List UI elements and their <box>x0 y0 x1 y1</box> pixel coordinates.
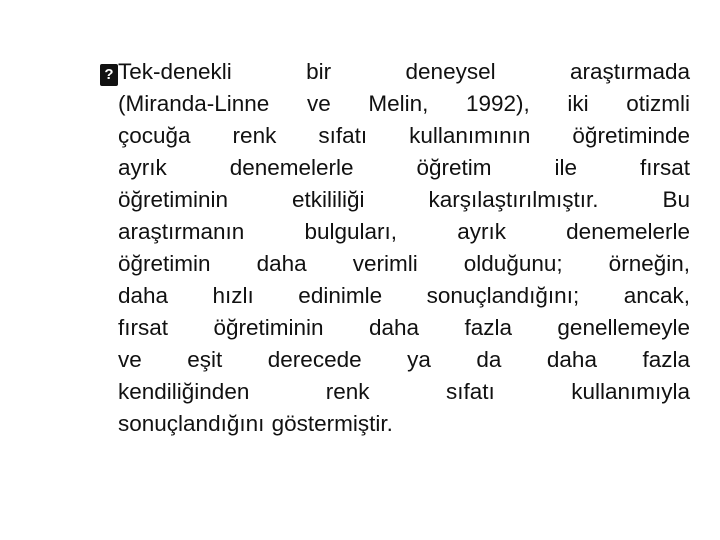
text-line: (Miranda-Linne ve Melin, 1992), iki otizmli <box>118 91 690 116</box>
text-line: çocuğa renk sıfatı kullanımının öğretiminde <box>118 123 690 148</box>
text-line: sonuçlandığını göstermiştir. <box>118 411 393 436</box>
bullet-item <box>100 56 690 440</box>
text-line: fırsat öğretiminin daha fazla genellemeyle <box>118 315 690 340</box>
text-line: daha hızlı edinimle sonuçlandığını; ancak, <box>118 283 690 308</box>
text-line: ve eşit derecede ya da daha fazla <box>118 347 690 372</box>
text-line: Tek-denekli bir deneysel araştırmada <box>118 59 690 84</box>
paragraph-text <box>100 56 690 440</box>
text-line: kendiliğinden renk sıfatı kullanımıyla <box>118 379 690 404</box>
text-line: öğretimin daha verimli olduğunu; örneğin, <box>118 251 690 276</box>
replacement-character-icon: ? <box>100 64 118 86</box>
text-line: ayrık denemelerle öğretim ile fırsat <box>118 155 690 180</box>
text-line: araştırmanın bulguları, ayrık denemelerle <box>118 219 690 244</box>
text-line: öğretiminin etkililiği karşılaştırılmıştır. Bu <box>118 187 690 212</box>
